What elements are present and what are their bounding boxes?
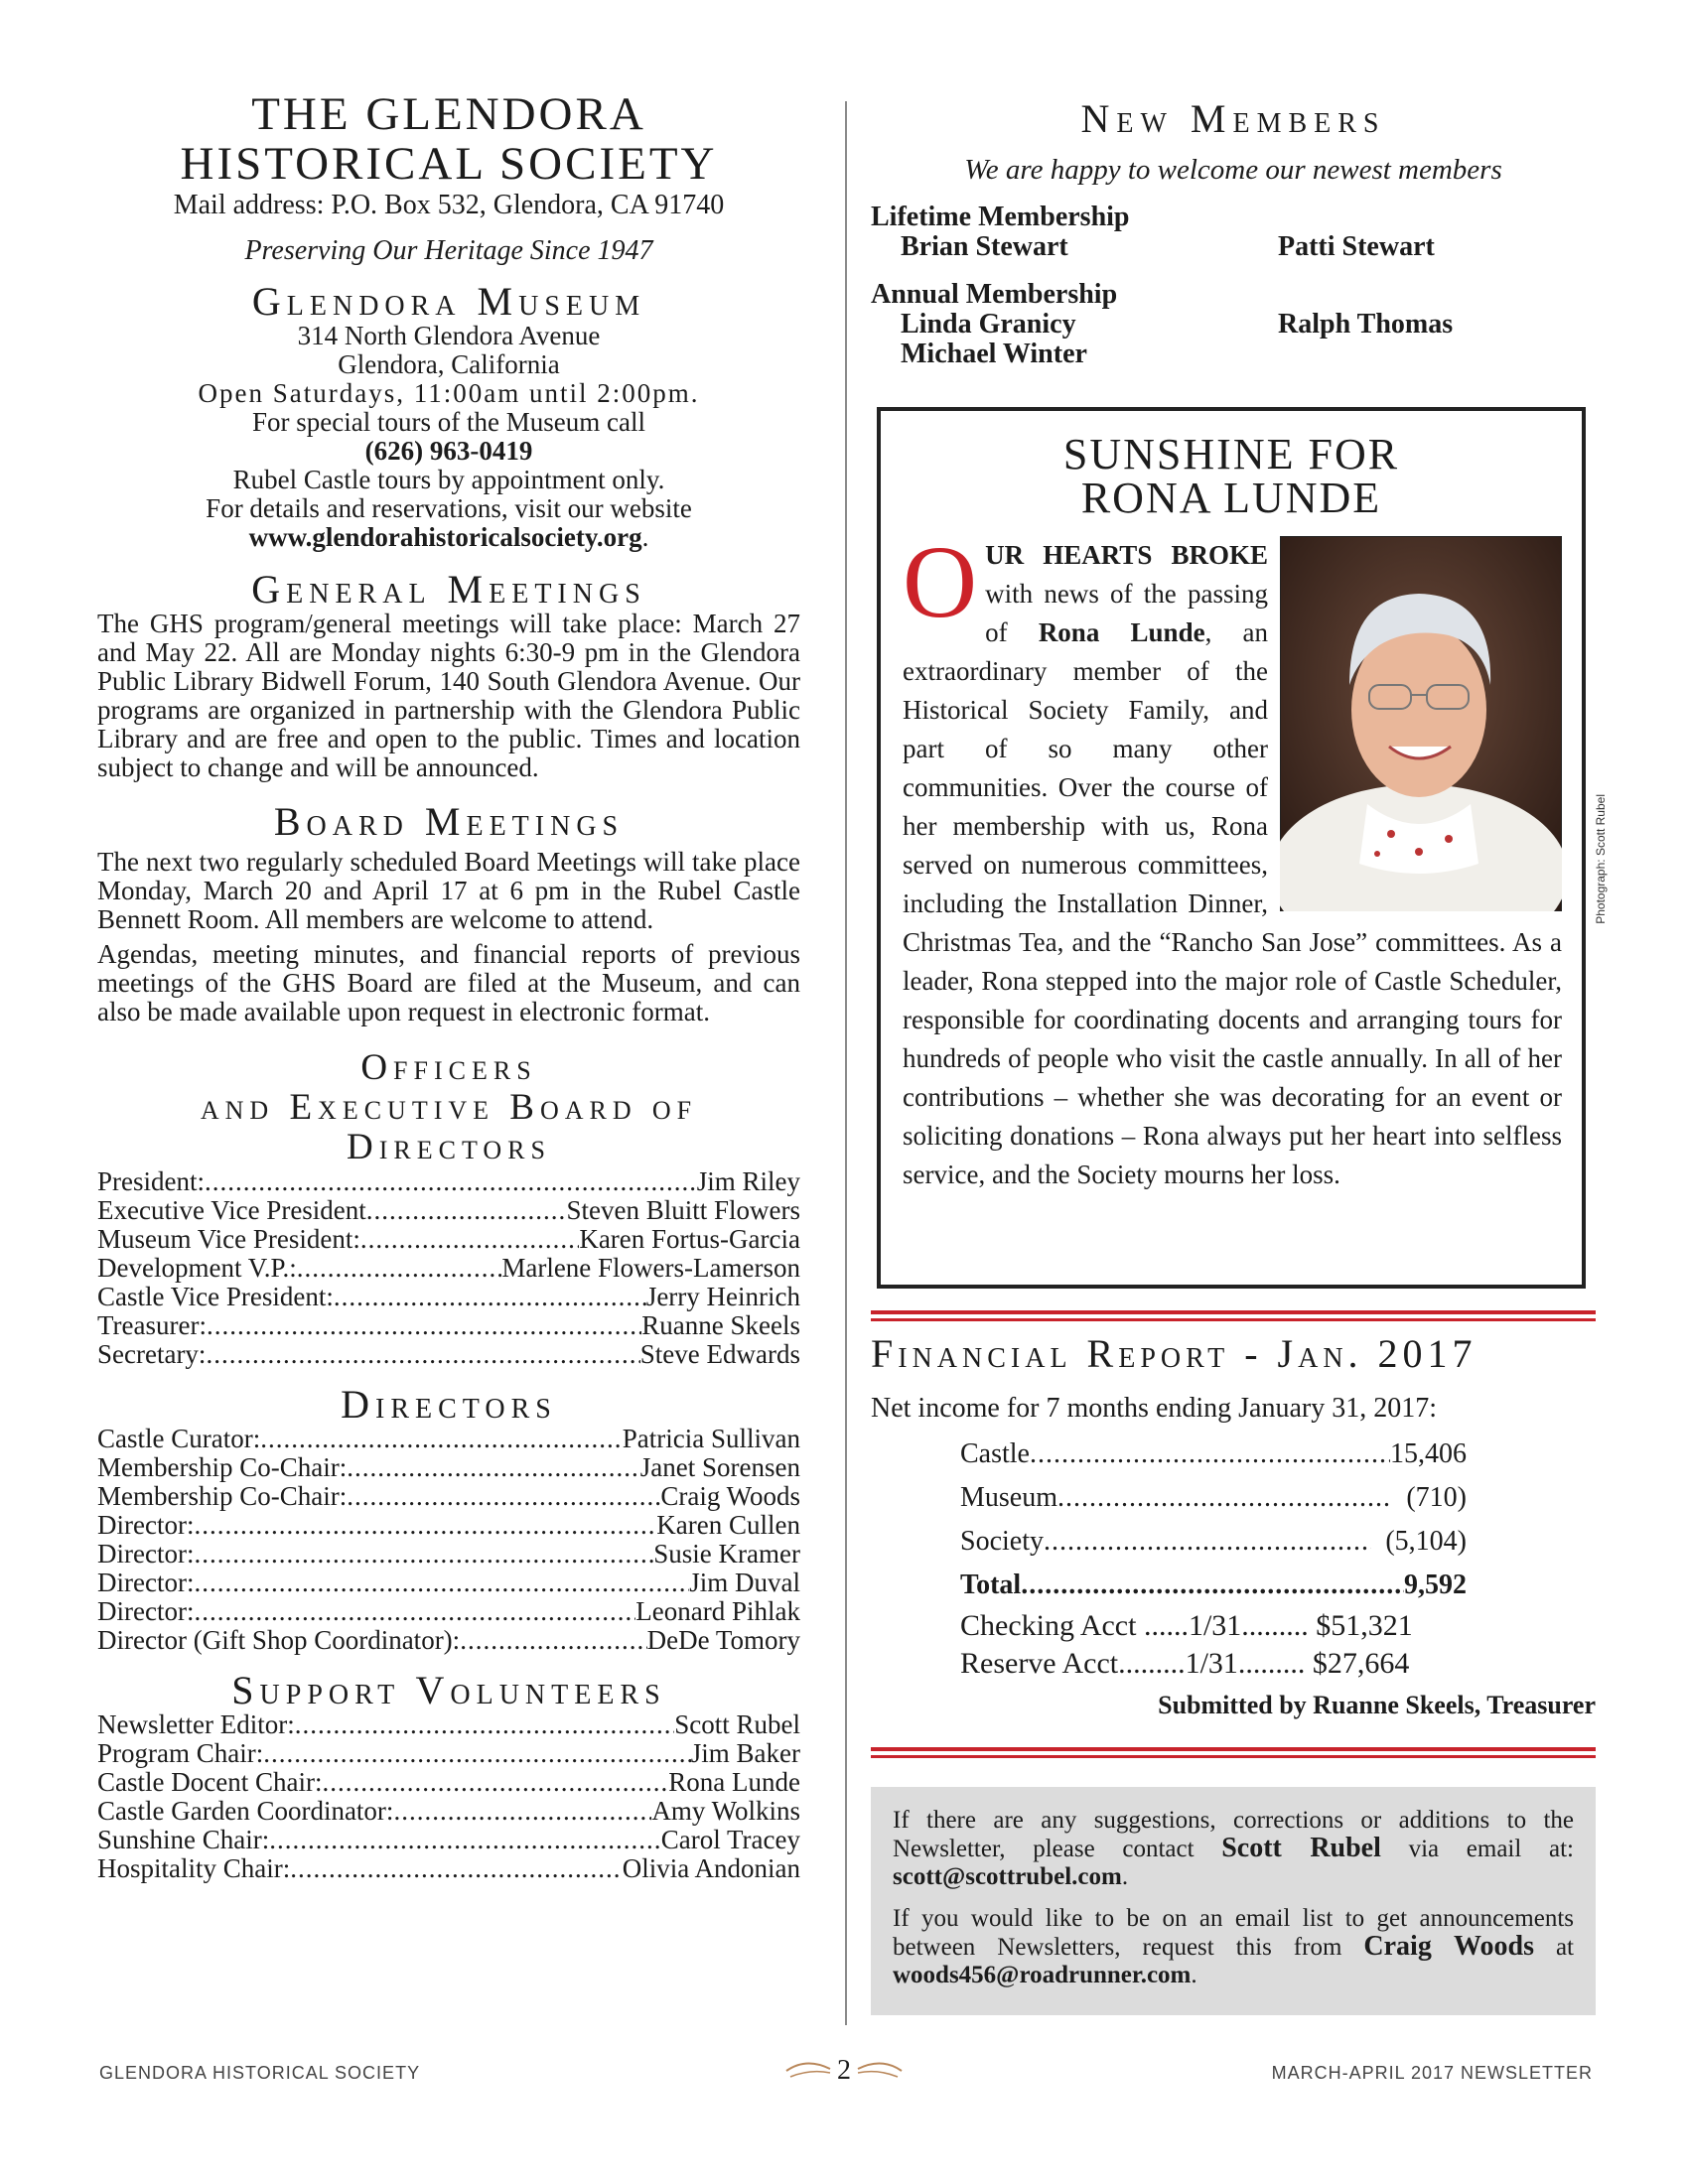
person-name: DeDe Tomory xyxy=(646,1625,800,1655)
person-name: Janet Sorensen xyxy=(639,1452,800,1482)
museum-hours: Open Saturdays, 11:00am until 2:00pm. xyxy=(198,378,700,408)
role-label: President: xyxy=(97,1166,205,1196)
financial-total xyxy=(960,1564,1467,1607)
leader-dots xyxy=(393,1797,651,1826)
reserve-account: Reserve Acct.........1/31......... $27,664 xyxy=(960,1647,1410,1680)
new-members-intro: We are happy to welcome our newest members xyxy=(964,154,1502,186)
role-label: Castle Docent Chair: xyxy=(97,1767,323,1797)
sunshine-title-line2: RONA LUNDE xyxy=(1080,474,1382,522)
officer-row xyxy=(97,1254,800,1283)
castle-tours: Rubel Castle tours by appointment only. xyxy=(232,465,665,494)
total-label: Total xyxy=(960,1570,1022,1600)
officer-row xyxy=(97,1283,800,1311)
role-label: Membership Co-Chair: xyxy=(97,1481,348,1511)
leader-dots xyxy=(194,1540,653,1569)
volunteer-row xyxy=(97,1768,800,1797)
leader-dots xyxy=(1030,1433,1390,1476)
page-number: 2 xyxy=(837,2055,851,2086)
financial-row xyxy=(960,1476,1467,1520)
person-name: Marlene Flowers-Lamerson xyxy=(501,1253,800,1283)
checking-account: Checking Acct ......1/31......... $51,321 xyxy=(960,1609,1413,1642)
person-name: Steve Edwards xyxy=(639,1339,800,1369)
contact-box xyxy=(871,1787,1596,2015)
person-name: Jim Duval xyxy=(689,1568,800,1597)
portrait-image xyxy=(1280,536,1562,911)
new-members-section xyxy=(871,96,1596,369)
board-meetings-heading: Board Meetings xyxy=(273,799,625,844)
person-name: Susie Kramer xyxy=(653,1539,800,1569)
person-name: Patricia Sullivan xyxy=(622,1424,800,1453)
volunteers-list xyxy=(97,1710,800,1883)
contact-text: at xyxy=(1533,1934,1574,1961)
person-name: Leonard Pihlak xyxy=(635,1596,800,1626)
role-label: Newsletter Editor: xyxy=(97,1709,295,1739)
financial-label: Museum xyxy=(960,1482,1057,1513)
footer-right: MARCH-APRIL 2017 NEWSLETTER xyxy=(1271,2063,1593,2083)
submitted-by: Submitted by Ruanne Skeels, Treasurer xyxy=(1158,1691,1596,1719)
officer-row xyxy=(97,1196,800,1225)
officers-list xyxy=(97,1167,800,1369)
sunshine-article xyxy=(881,520,1608,1194)
role-label: Treasurer: xyxy=(97,1310,207,1340)
financial-label: Castle xyxy=(960,1438,1030,1469)
role-label: Director: xyxy=(97,1539,195,1569)
person-name: Ruanne Skeels xyxy=(641,1310,800,1340)
website-period: . xyxy=(641,522,649,552)
leader-dots xyxy=(205,1167,697,1196)
officer-row xyxy=(97,1340,800,1369)
drop-cap: O xyxy=(903,525,978,639)
financial-rows xyxy=(960,1433,1467,1564)
role-label: Sunshine Chair: xyxy=(97,1825,270,1854)
contact-text: via email at: xyxy=(1380,1836,1574,1862)
director-row xyxy=(97,1482,800,1511)
society-header xyxy=(97,89,800,268)
director-row xyxy=(97,1511,800,1540)
leader-dots xyxy=(269,1826,661,1854)
volunteer-row xyxy=(97,1854,800,1883)
officer-row xyxy=(97,1225,800,1254)
leader-dots xyxy=(360,1225,579,1254)
leader-dots xyxy=(347,1453,640,1482)
masthead-title-line2: HISTORICAL SOCIETY xyxy=(180,138,718,190)
member-name: Linda Granicy xyxy=(901,309,1076,340)
financial-value: 15,406 xyxy=(1390,1438,1467,1469)
member-name: Michael Winter xyxy=(901,339,1087,369)
director-row xyxy=(97,1569,800,1597)
director-row xyxy=(97,1453,800,1482)
role-label: Museum Vice President: xyxy=(97,1224,360,1254)
directors-list xyxy=(97,1425,800,1655)
officer-row xyxy=(97,1311,800,1340)
article-text-b: , an extraordinary member of the Historical Society Family, and part of so many other communities. Over the course of her membership with us, Rona served on numerous committees, including the Installation Dinner, Christmas Tea, and the “Rancho San Jose” committees. As a leader, Rona stepped into the major role of Castle Scheduler, responsible for coordinating docents and arranging tours for hundreds of people who visit the castle annually. In all of her contributions – whether she was decorating for an event or soliciting donations – Rona always put her heart into selfless service, and the Society mourns her loss. xyxy=(903,617,1562,1189)
rona-lunde-photo xyxy=(1280,536,1608,924)
person-name: Carol Tracey xyxy=(660,1825,800,1854)
financial-intro: Net income for 7 months ending January 31, 2017: xyxy=(871,1393,1438,1424)
contact-name: Scott Rubel xyxy=(1221,1833,1381,1863)
leader-dots xyxy=(334,1283,646,1311)
general-meetings-text: The GHS program/general meetings will take place: March 27 and May 22. All are Monday nights 6:30-9 pm in the Glendora Public Library Bidwell Forum, 140 South Glendora Avenue. Our programs are organized in partnership with the Glendora Public Library and are free and open to the public. Times and location subject to change and will be announced. xyxy=(97,609,800,782)
financial-row xyxy=(960,1520,1467,1564)
footer-page-ornament xyxy=(782,2051,906,2091)
role-label: Castle Vice President: xyxy=(97,1282,334,1311)
general-meetings-section xyxy=(97,567,800,782)
contact-text: If you would like to be on an email list to get announcements between Newsletters, request this from xyxy=(893,1905,1574,1961)
leader-dots xyxy=(194,1569,689,1597)
person-name: Jim Baker xyxy=(690,1738,800,1768)
volunteer-row xyxy=(97,1710,800,1739)
person-name: Steven Bluitt Flowers xyxy=(566,1195,800,1225)
financial-row xyxy=(960,1433,1467,1476)
financial-heading: Financial Report - Jan. 2017 xyxy=(871,1331,1477,1376)
email-link[interactable]: woods456@roadrunner.com xyxy=(893,1962,1192,1988)
leader-dots xyxy=(295,1710,675,1739)
leader-dots xyxy=(207,1311,641,1340)
officers-heading-line2: and Executive Board of xyxy=(200,1087,698,1128)
contact-text: If there are any suggestions, corrections or additions to the Newsletter, please contact xyxy=(893,1807,1574,1862)
leader-dots xyxy=(366,1196,567,1225)
role-label: Secretary: xyxy=(97,1339,207,1369)
person-name: Olivia Andonian xyxy=(622,1853,800,1883)
role-label: Director: xyxy=(97,1596,195,1626)
volunteer-row xyxy=(97,1797,800,1826)
officers-section xyxy=(97,1048,800,1369)
leader-dots xyxy=(260,1425,623,1453)
sunshine-title xyxy=(881,430,1582,522)
website-link[interactable]: www.glendorahistoricalsociety.org xyxy=(248,522,642,552)
person-name: Craig Woods xyxy=(660,1481,800,1511)
financial-value: (5,104) xyxy=(1371,1526,1467,1557)
directors-section xyxy=(97,1382,800,1655)
volunteers-heading: Support Volunteers xyxy=(231,1668,666,1712)
lifetime-label: Lifetime Membership xyxy=(871,202,1130,232)
volunteer-row xyxy=(97,1739,800,1768)
new-members-heading: New Members xyxy=(1080,96,1386,141)
role-label: Director: xyxy=(97,1510,195,1540)
total-value: 9,592 xyxy=(1404,1570,1467,1600)
person-name: Rona Lunde xyxy=(668,1767,800,1797)
volunteer-row xyxy=(97,1826,800,1854)
leader-dots xyxy=(322,1768,668,1797)
leader-dots xyxy=(206,1340,639,1369)
person-name: Jim Riley xyxy=(696,1166,800,1196)
sunshine-title-line1: SUNSHINE FOR xyxy=(1062,430,1400,478)
role-label: Director: xyxy=(97,1568,195,1597)
email-link[interactable]: scott@scottrubel.com xyxy=(893,1863,1122,1890)
role-label: Director (Gift Shop Coordinator): xyxy=(97,1625,461,1655)
left-column xyxy=(97,89,800,1883)
member-name: Patti Stewart xyxy=(1278,231,1435,262)
museum-section xyxy=(97,279,800,552)
board-meetings-text2: Agendas, meeting minutes, and financial reports of previous meetings of the GHS Board are filed at the Museum, and can also be made available upon request in electronic format. xyxy=(97,939,800,1026)
leader-dots xyxy=(194,1511,656,1540)
contact-paragraph-1 xyxy=(893,1807,1574,1891)
article-text-a: with news of the passing of xyxy=(985,579,1268,647)
leader-dots xyxy=(290,1854,623,1883)
role-label: Program Chair: xyxy=(97,1738,264,1768)
mail-address: Mail address: P.O. Box 532, Glendora, CA 91740 xyxy=(173,190,725,220)
role-label: Development V.P.: xyxy=(97,1253,297,1283)
contact-text: . xyxy=(1191,1962,1197,1988)
director-row xyxy=(97,1626,800,1655)
financial-label: Society xyxy=(960,1526,1044,1557)
board-meetings-text1: The next two regularly scheduled Board Meetings will take place Monday, March 20 and April 17 at 6 pm in the Rubel Castle Bennett Room. All members are welcome to attend. xyxy=(97,847,800,934)
member-name: Brian Stewart xyxy=(901,231,1068,262)
leader-dots xyxy=(1057,1476,1392,1520)
officer-row xyxy=(97,1167,800,1196)
leader-dots xyxy=(1021,1564,1404,1607)
museum-phone: (626) 963-0419 xyxy=(364,436,533,466)
director-row xyxy=(97,1540,800,1569)
contact-paragraph-2 xyxy=(893,1905,1574,1989)
photo-credit: Photograph: Scott Rubel xyxy=(1594,794,1608,924)
director-row xyxy=(97,1597,800,1626)
person-name: Karen Cullen xyxy=(656,1510,800,1540)
museum-tours-call: For special tours of the Museum call xyxy=(252,407,645,437)
directors-heading: Directors xyxy=(341,1382,557,1427)
leader-dots xyxy=(1044,1520,1371,1564)
officers-heading-line3: Directors xyxy=(347,1127,551,1167)
financial-report xyxy=(871,1330,1596,1720)
person-name: Amy Wolkins xyxy=(651,1796,800,1826)
role-label: Executive Vice President xyxy=(97,1195,366,1225)
member-name: Ralph Thomas xyxy=(1278,309,1454,340)
annual-label: Annual Membership xyxy=(871,279,1118,310)
board-meetings-section xyxy=(97,799,800,1026)
leader-dots xyxy=(297,1254,502,1283)
role-label: Castle Garden Coordinator: xyxy=(97,1796,394,1826)
red-rule-top xyxy=(871,1310,1596,1321)
role-label: Castle Curator: xyxy=(97,1424,261,1453)
museum-address2: Glendora, California xyxy=(338,349,560,379)
person-name: Karen Fortus-Garcia xyxy=(579,1224,800,1254)
role-label: Hospitality Chair: xyxy=(97,1853,291,1883)
sunshine-box xyxy=(877,407,1608,1289)
role-label: Membership Co-Chair: xyxy=(97,1452,348,1482)
contact-text: . xyxy=(1121,1863,1129,1890)
column-divider xyxy=(845,101,847,2025)
contact-name: Craig Woods xyxy=(1363,1931,1534,1962)
masthead-title-line1: THE GLENDORA xyxy=(251,88,646,140)
leader-dots xyxy=(347,1482,660,1511)
red-rule-bottom xyxy=(871,1747,1596,1758)
member-list xyxy=(871,203,1596,369)
leader-dots xyxy=(460,1626,646,1655)
leader-dots xyxy=(194,1597,635,1626)
director-row xyxy=(97,1425,800,1453)
general-meetings-heading: General Meetings xyxy=(251,567,646,612)
museum-heading: Glendora Museum xyxy=(251,279,646,324)
footer-left: GLENDORA HISTORICAL SOCIETY xyxy=(99,2063,421,2083)
details-text: For details and reservations, visit our website xyxy=(206,493,692,523)
person-name: Scott Rubel xyxy=(674,1709,800,1739)
volunteers-section xyxy=(97,1668,800,1883)
tagline: Preserving Our Heritage Since 1947 xyxy=(244,235,653,266)
honoree-name: Rona Lunde xyxy=(1038,617,1205,647)
financial-value: (710) xyxy=(1392,1482,1467,1513)
officers-heading-line1: Officers xyxy=(360,1047,537,1088)
person-name: Jerry Heinrich xyxy=(645,1282,800,1311)
museum-address1: 314 North Glendora Avenue xyxy=(297,321,601,350)
lead-in: UR HEARTS BROKE xyxy=(985,540,1268,570)
leader-dots xyxy=(263,1739,691,1768)
